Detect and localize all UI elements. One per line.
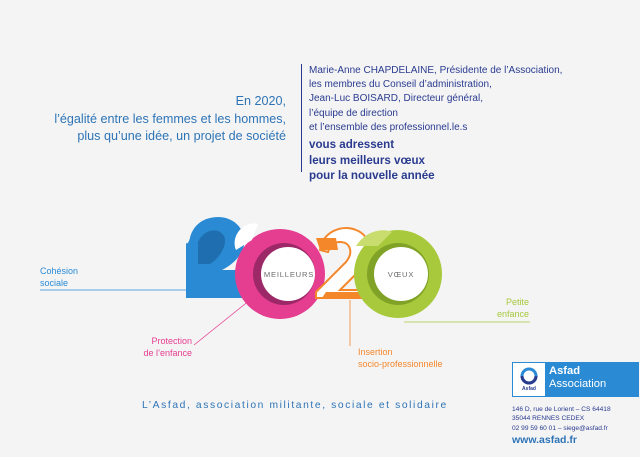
wish-line-2: leurs meilleurs vœux — [309, 153, 425, 167]
label-petite-line-2: enfance — [496, 309, 529, 319]
website-link[interactable]: www.asfad.fr — [512, 434, 577, 446]
greeting-line-5: et l’ensemble des professionnel.le.s — [309, 121, 468, 133]
director-name: Jean-Luc BOISARD — [309, 93, 398, 105]
label-protection-line-2: de l’enfance — [143, 348, 192, 358]
label-protection-enfance — [138, 335, 192, 359]
label-insertion — [358, 346, 443, 370]
address-line-3: 02 99 59 60 01 – siege@asfad.fr — [512, 424, 608, 432]
tagline-line-2: l’égalité entre les femmes et les hommes, — [54, 111, 286, 126]
label-insertion-line-2: socio-professionnelle — [358, 359, 443, 369]
tagline-line-3: plus qu’une idée, un projet de société — [77, 129, 286, 144]
address-line-2: 35044 RENNES CEDEX — [512, 415, 585, 423]
leader-line-protection — [194, 300, 250, 345]
graphic-label-voeux: VŒUX — [387, 270, 415, 279]
label-cohesion-line-2: sociale — [40, 278, 69, 288]
logo-subtitle: Association — [549, 378, 607, 390]
tagline-line-1: En 2020, — [235, 94, 286, 108]
wish-line-3: pour la nouvelle année — [309, 169, 435, 183]
greeting-line-2: les membres du Conseil d’administration, — [309, 79, 492, 91]
president-name: Marie-Anne CHAPDELAINE — [309, 65, 435, 76]
label-insertion-line-1: Insertion — [358, 347, 393, 357]
asfad-logo-mark-text: Asfad — [522, 386, 536, 392]
label-cohesion-line-1: Cohésion — [40, 266, 79, 276]
digit-2-blue — [186, 217, 245, 298]
label-protection-line-1: Protection — [151, 336, 192, 346]
label-petite-enfance — [495, 296, 529, 320]
label-petite-line-1: Petite — [505, 297, 529, 307]
address-line-1: 146 D, rue de Lorient – CS 64418 — [512, 406, 611, 413]
president-title: , Présidente de l’Association, — [434, 65, 563, 76]
address-block — [512, 405, 611, 433]
graphic-label-meilleurs: MEILLEURS — [263, 270, 315, 279]
slogan: L’Asfad, association militante, sociale et solidaire — [142, 400, 448, 411]
label-cohesion-sociale — [40, 265, 78, 289]
greeting-line-4: l’équipe de direction — [309, 107, 398, 119]
asfad-logo-mark — [513, 363, 545, 396]
asfad-logo — [512, 362, 639, 397]
director-title: , Directeur général, — [397, 93, 483, 105]
wish-line-1: vous adressent — [309, 138, 395, 152]
logo-name: Asfad — [549, 365, 581, 377]
